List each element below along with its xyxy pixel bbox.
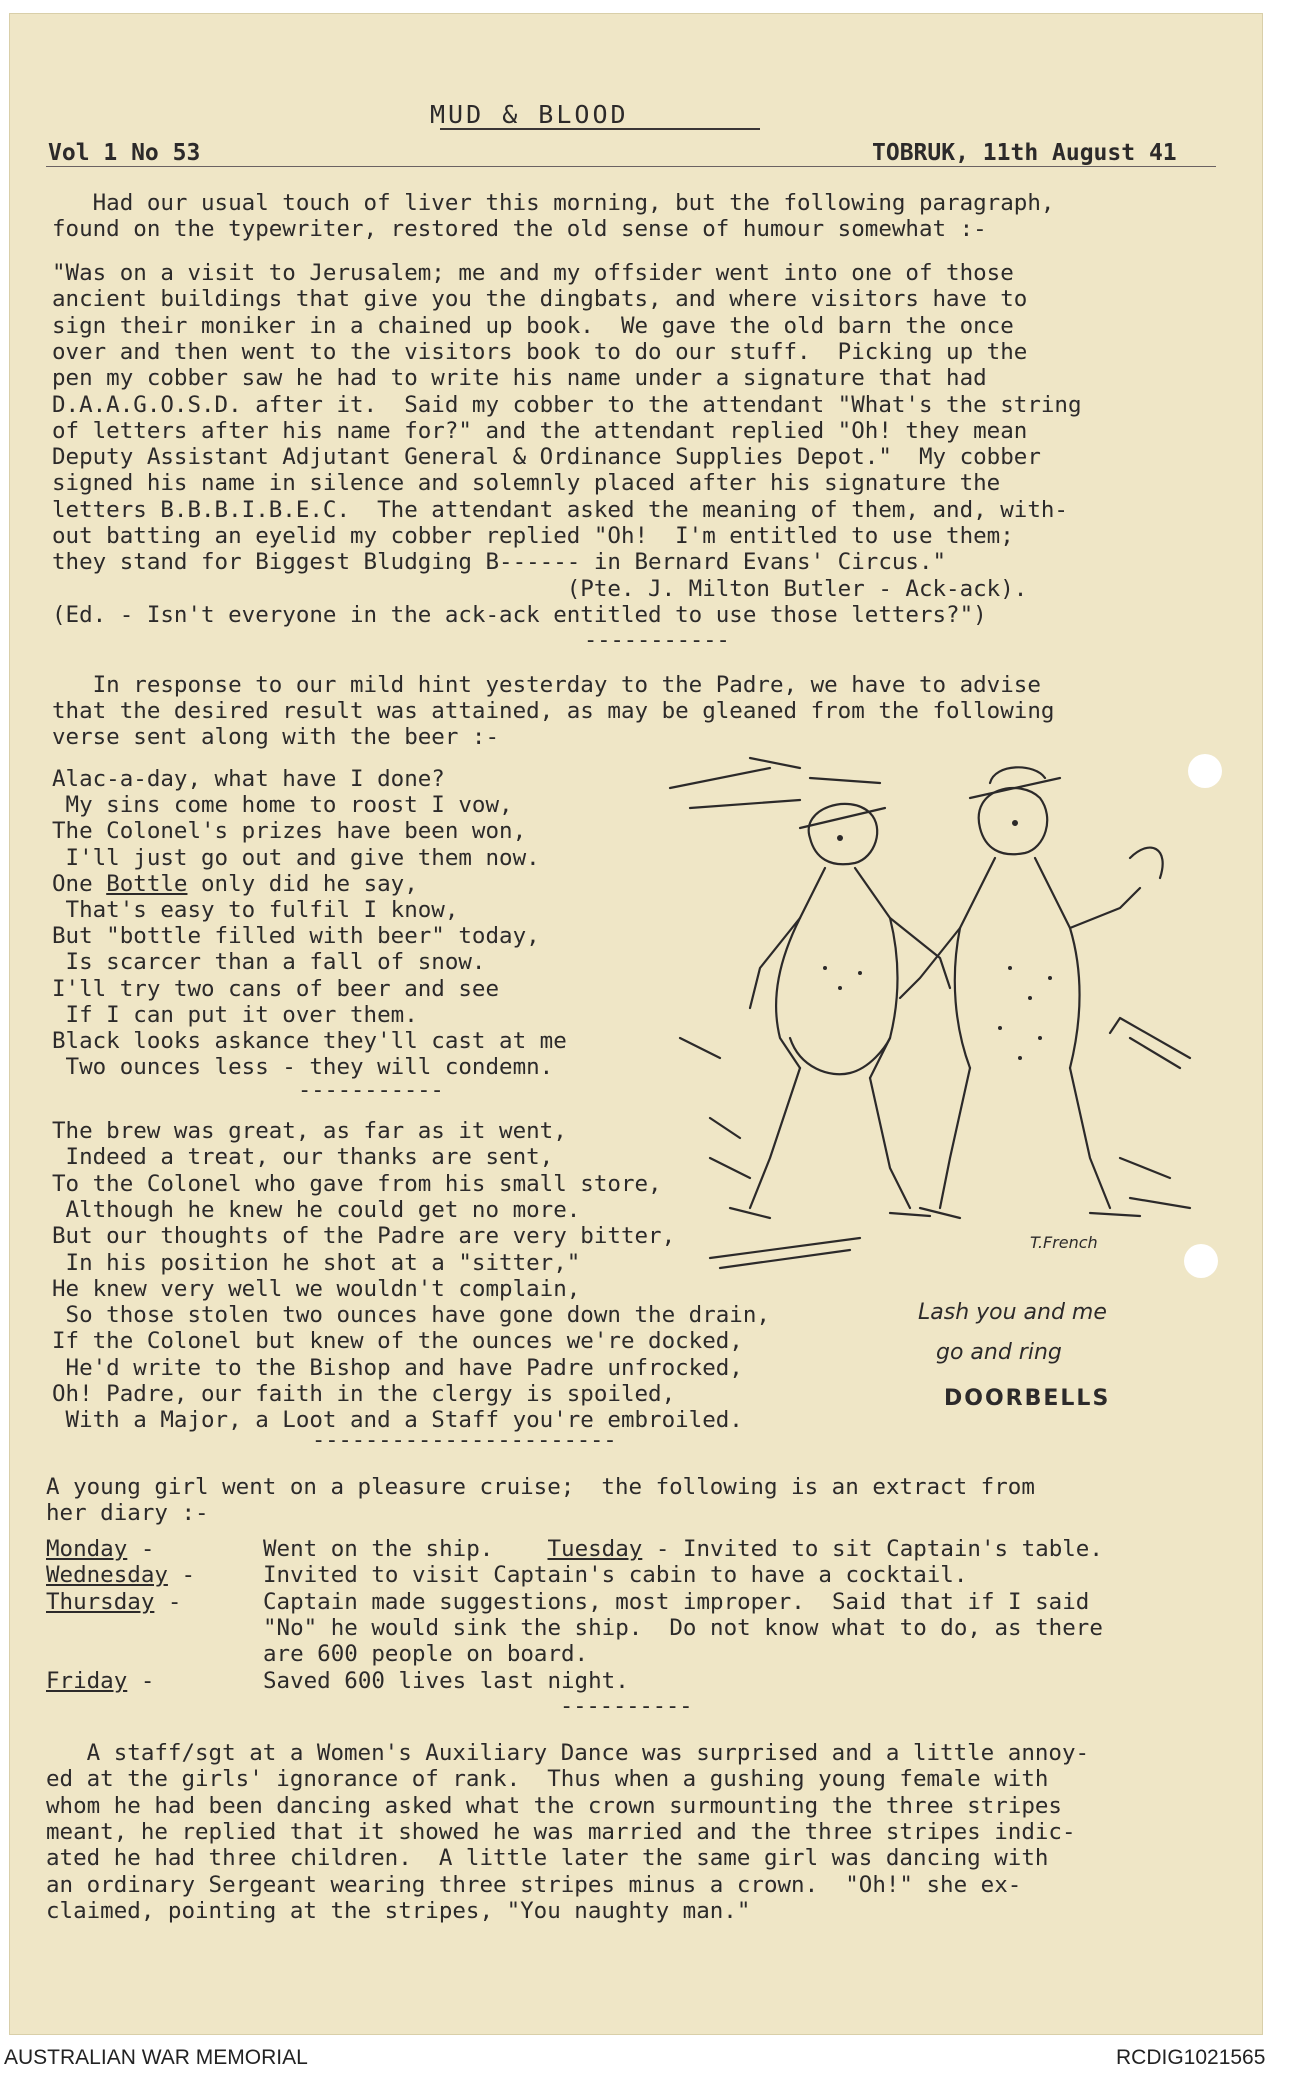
diary-text: Invited to visit Captain's cabin to have a cocktail. bbox=[263, 1562, 968, 1589]
cartoon-caption-line: go and ring bbox=[936, 1340, 1062, 1365]
diary-day: Wednesday - bbox=[46, 1562, 196, 1589]
diary-text: Went on the ship. Tuesday - Invited to sit Captain's table. bbox=[263, 1536, 1103, 1562]
divider: ----------- bbox=[584, 628, 730, 653]
story-line: Deputy Assistant Adjutant General & Ordinance Supplies Depot." My cobber bbox=[52, 444, 1041, 471]
newsletter-title: MUD & BLOOD bbox=[430, 100, 629, 129]
story-line: (Ed. - Isn't everyone in the ack-ack entitled to use those letters?") bbox=[52, 601, 987, 628]
verse-line: Is scarcer than a fall of snow. bbox=[52, 949, 486, 976]
dance-line: meant, he replied that it showed he was married and the three stripes indic- bbox=[46, 1818, 1076, 1845]
footer-record-id: RCDIG1021565 bbox=[1116, 2046, 1266, 2069]
verse-line: I'll just go out and give them now. bbox=[52, 844, 540, 871]
verse-line: So those stolen two ounces have gone down the drain, bbox=[52, 1302, 770, 1329]
verse-line: The brew was great, as far as it went, bbox=[52, 1118, 567, 1144]
story-line: letters B.B.B.I.B.E.C. The attendant asked the meaning of them, and, with- bbox=[52, 496, 1068, 523]
story-line: ancient buildings that give you the dingbats, and where visitors have to bbox=[52, 286, 1028, 313]
verse-line: In his position he shot at a "sitter," bbox=[52, 1249, 581, 1276]
diary-day: Monday - bbox=[46, 1536, 155, 1562]
diary-intro-line: her diary :- bbox=[46, 1500, 209, 1526]
volume-number: Vol 1 No 53 bbox=[48, 140, 201, 166]
diary-day: Thursday - bbox=[46, 1588, 182, 1615]
story-line: out batting an eyelid my cobber replied "Oh! I'm entitled to use them; bbox=[52, 523, 1014, 549]
cartoon-caption-line: Lash you and me bbox=[918, 1300, 1107, 1325]
verse-line: My sins come home to roost I vow, bbox=[52, 792, 513, 819]
story-line: D.A.A.G.O.S.D. after it. Said my cobber to the attendant "What's the string bbox=[52, 391, 1082, 418]
story-line: "Was on a visit to Jerusalem; me and my offsider went into one of those bbox=[52, 260, 1014, 286]
diary-day: Friday - bbox=[46, 1667, 155, 1694]
verse-line: Although he knew he could get no more. bbox=[52, 1196, 581, 1223]
verse-line: But our thoughts of the Padre are very bitter, bbox=[52, 1223, 676, 1250]
story-line: pen my cobber saw he had to write his name under a signature that had bbox=[52, 365, 987, 392]
verse-line: He'd write to the Bishop and have Padre unfrocked, bbox=[52, 1354, 743, 1381]
story-line: signed his name in silence and solemnly placed after his signature the bbox=[52, 470, 1001, 497]
verse-line: Alac-a-day, what have I done? bbox=[52, 766, 445, 792]
diary-text: Saved 600 lives last night. bbox=[263, 1667, 629, 1694]
verse-line: Oh! Padre, our faith in the clergy is spoiled, bbox=[52, 1381, 676, 1407]
verse-line: Indeed a treat, our thanks are sent, bbox=[52, 1144, 554, 1171]
story-line: over and then went to the visitors book to do our stuff. Picking up the bbox=[52, 338, 1028, 365]
diary-text: "No" he would sink the ship. Do not know what to do, as there bbox=[263, 1614, 1103, 1641]
intro-line: found on the typewriter, restored the old sense of humour somewhat :- bbox=[52, 216, 987, 242]
title-underline bbox=[440, 128, 760, 130]
cartoon-signature: T.French bbox=[1030, 1233, 1098, 1252]
cartoon-caption-line: DOORBELLS bbox=[944, 1386, 1111, 1411]
verse-line: He knew very well we wouldn't complain, bbox=[52, 1275, 581, 1302]
padre-line: that the desired result was attained, as may be gleaned from the following bbox=[52, 698, 1055, 724]
verse-line: With a Major, a Loot and a Staff you're embroiled. bbox=[52, 1407, 743, 1434]
verse-line: To the Colonel who gave from his small store, bbox=[52, 1170, 662, 1197]
footer-archive: AUSTRALIAN WAR MEMORIAL bbox=[4, 2046, 308, 2069]
padre-line: verse sent along with the beer :- bbox=[52, 724, 500, 750]
dance-line: claimed, pointing at the stripes, "You naughty man." bbox=[46, 1897, 751, 1924]
verse-line: If I can put it over them. bbox=[52, 1001, 418, 1028]
verse-line: One Bottle only did he say, bbox=[52, 870, 418, 897]
dance-line: ed at the girls' ignorance of rank. Thus when a gushing young female with bbox=[46, 1766, 1049, 1793]
divider: ---------- bbox=[560, 1694, 693, 1719]
diary-intro-line: A young girl went on a pleasure cruise; the following is an extract from bbox=[46, 1474, 1035, 1500]
diary-text: are 600 people on board. bbox=[263, 1641, 589, 1668]
verse-line: That's easy to fulfil I know, bbox=[52, 897, 459, 923]
verse-line: If the Colonel but knew of the ounces we're docked, bbox=[52, 1328, 743, 1355]
header-rule bbox=[46, 166, 1216, 167]
divider: ----------- bbox=[298, 1078, 444, 1103]
underlined-word: Bottle bbox=[106, 870, 188, 897]
verse-line: I'll try two cans of beer and see bbox=[52, 975, 500, 1002]
verse-line: Two ounces less - they will condemn. bbox=[52, 1054, 554, 1081]
verse-line: The Colonel's prizes have been won, bbox=[52, 818, 527, 845]
dance-line: an ordinary Sergeant wearing three stripes minus a crown. "Oh!" she ex- bbox=[46, 1871, 1022, 1898]
cartoon-two-soldiers bbox=[650, 738, 1210, 1278]
dance-line: whom he had been dancing asked what the crown surmounting the three stripes bbox=[46, 1792, 1062, 1819]
diary-day: Tuesday bbox=[547, 1536, 643, 1562]
dance-line: A staff/sgt at a Women's Auxiliary Dance was surprised and a little annoy- bbox=[46, 1740, 1090, 1766]
intro-line: Had our usual touch of liver this morning, but the following paragraph, bbox=[52, 190, 1055, 216]
dance-line: ated he had three children. A little later the same girl was dancing with bbox=[46, 1845, 1049, 1872]
place-date: TOBRUK, 11th August 41 bbox=[872, 140, 1177, 166]
story-line: of letters after his name for?" and the attendant replied "Oh! they mean bbox=[52, 417, 1028, 444]
diary-text: Captain made suggestions, most improper. Said that if I said bbox=[263, 1588, 1090, 1615]
verse-line: But "bottle filled with beer" today, bbox=[52, 923, 540, 950]
padre-line: In response to our mild hint yesterday to the Padre, we have to advise bbox=[52, 672, 1041, 698]
story-line: (Pte. J. Milton Butler - Ack-ack). bbox=[52, 575, 1028, 602]
divider: ----------------------- bbox=[312, 1428, 617, 1453]
story-line: they stand for Biggest Bludging B------ in Bernard Evans' Circus." bbox=[52, 549, 947, 576]
story-line: sign their moniker in a chained up book. We gave the old barn the once bbox=[52, 312, 1014, 339]
verse-line: Black looks askance they'll cast at me bbox=[52, 1028, 567, 1054]
